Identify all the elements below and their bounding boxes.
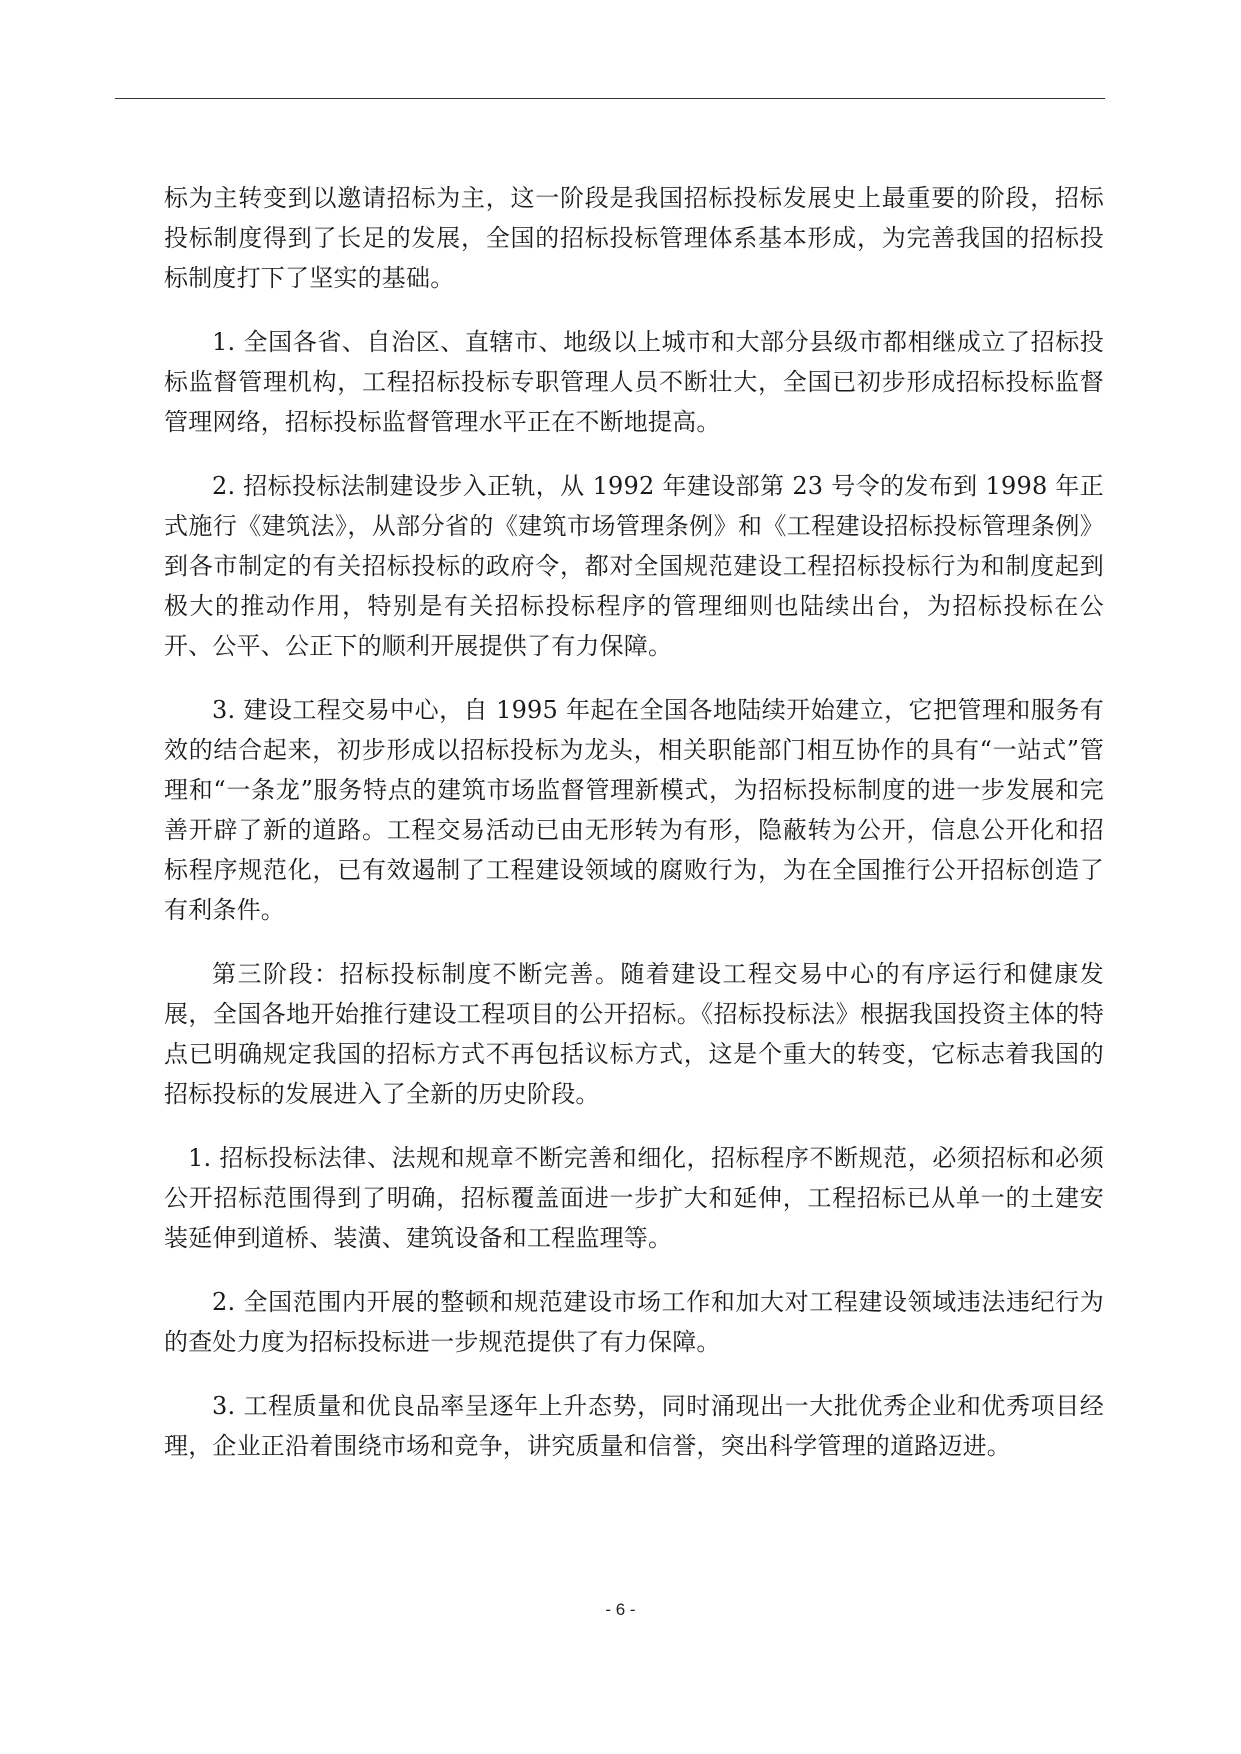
paragraph-stage-three-item-2: 2. 全国范围内开展的整顿和规范建设市场工作和加大对工程建设领域违法违纪行为的查处力度为招标投标进一步规范提供了有力保障。	[164, 1288, 1104, 1356]
paragraph-stage-three: 第三阶段：招标投标制度不断完善。随着建设工程交易中心的有序运行和健康发展，全国各地开始推行建设工程项目的公开招标。《招标投标法》根据我国投资主体的特点已明确规定我国的招标方式不再包括议标方式，这是个重大的转变，它标志着我国的招标投标的发展进入了全新的历史阶段。	[164, 960, 1104, 1108]
paragraph-item-2: 2. 招标投标法制建设步入正轨，从 1992 年建设部第 23 号令的发布到 1998 年正式施行《建筑法》，从部分省的《建筑市场管理条例》和《工程建设招标投标管理条例》到各市制定的有关招标投标的政府令，都对全国规范建设工程招标投标行为和制度起到极大的推动作用，特别是有关招标投标程序的管理细则也陆续出台，为招标投标在公开、公平、公正下的顺利开展提供了有力保障。	[164, 472, 1104, 660]
paragraph-stage-three-item-1: 1. 招标投标法律、法规和规章不断完善和细化，招标程序不断规范，必须招标和必须公开招标范围得到了明确，招标覆盖面进一步扩大和延伸，工程招标已从单一的土建安装延伸到道桥、装潢、建筑设备和工程监理等。	[164, 1144, 1104, 1252]
paragraph-stage-three-item-3: 3. 工程质量和优良品率呈逐年上升态势，同时涌现出一大批优秀企业和优秀项目经理，企业正沿着围绕市场和竞争，讲究质量和信誉，突出科学管理的道路迈进。	[164, 1392, 1104, 1460]
document-body	[164, 178, 1104, 1490]
paragraph-continuation: 标为主转变到以邀请招标为主，这一阶段是我国招标投标发展史上最重要的阶段，招标投标制度得到了长足的发展，全国的招标投标管理体系基本形成，为完善我国的招标投标制度打下了坚实的基础。	[164, 184, 1104, 292]
paragraph-item-1: 1. 全国各省、自治区、直辖市、地级以上城市和大部分县级市都相继成立了招标投标监督管理机构，工程招标投标专职管理人员不断壮大，全国已初步形成招标投标监督管理网络，招标投标监督管理水平正在不断地提高。	[164, 328, 1104, 436]
page-number: - 6 -	[605, 1600, 636, 1619]
paragraph-item-3: 3. 建设工程交易中心，自 1995 年起在全国各地陆续开始建立，它把管理和服务有效的结合起来，初步形成以招标投标为龙头，相关职能部门相互协作的具有“一站式”管理和“一条龙”服务特点的建筑市场监督管理新模式，为招标投标制度的进一步发展和完善开辟了新的道路。工程交易活动已由无形转为有形，隐蔽转为公开，信息公开化和招标程序规范化，已有效遏制了工程建设领域的腐败行为，为在全国推行公开招标创造了有利条件。	[164, 696, 1104, 924]
header-rule	[115, 98, 1105, 99]
